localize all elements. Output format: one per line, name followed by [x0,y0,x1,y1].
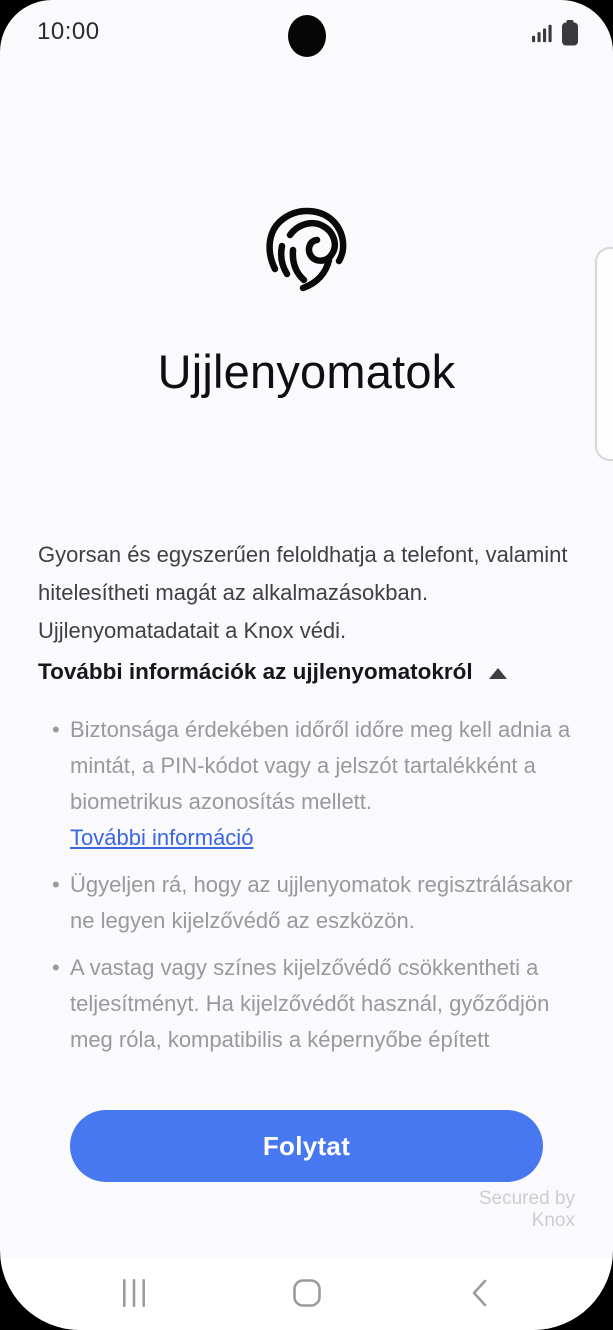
more-info-link[interactable]: További információ [70,825,254,850]
bullet-dot: • [52,955,60,980]
continue-button[interactable]: Folytat [70,1110,543,1182]
clock: 10:00 [37,18,100,45]
list-item [38,950,579,1058]
collapse-triangle-icon [489,668,507,679]
bullet-text: Ügyeljen rá, hogy az ujjlenyomatok regisztrálásakor ne legyen kijelzővédő az eszközön. [70,872,573,933]
bullet-text: A vastag vagy színes kijelzővédő csökkentheti a teljesítményt. Ha kijelzővédőt használ, győződjön meg róla, kompatibilis a képernyőbe épített [70,955,550,1052]
info-bullet-list [38,712,579,1069]
camera-punch-hole [288,15,326,57]
knox-line2: Knox [531,1210,575,1231]
knox-line1: Secured by [478,1188,575,1209]
battery-icon [561,20,579,51]
recent-apps-button[interactable] [110,1270,158,1318]
recent-apps-icon [122,1278,146,1311]
bullet-dot: • [52,717,60,742]
intro-text: Gyorsan és egyszerűen feloldhatja a telefont, valamint hitelesítheti magát az alkalmazásokban. Ujjlenyomatadatait a Knox védi. [38,542,568,643]
scrollbar[interactable] [595,247,613,461]
list-item [38,867,579,939]
info-section-title: További információk az ujjlenyomatokról [38,659,473,684]
status-icons [532,20,579,51]
back-button[interactable] [455,1270,503,1318]
info-section-toggle[interactable] [38,659,577,685]
home-icon [292,1278,322,1311]
knox-watermark [479,1188,575,1232]
bullet-dot: • [52,872,60,897]
fingerprint-icon [0,200,613,296]
page-title: Ujjlenyomatok [157,345,456,399]
navigation-bar [0,1258,613,1330]
bullet-text: Biztonsága érdekében időről időre meg kell adnia a mintát, a PIN-kódot vagy a jelszót tartalékként a biometrikus azonosítás mellett. [70,717,571,814]
home-button[interactable] [283,1270,331,1318]
status-bar [0,0,613,62]
signal-strength-icon [532,23,554,48]
list-item [38,712,579,856]
chevron-left-icon [470,1278,488,1311]
